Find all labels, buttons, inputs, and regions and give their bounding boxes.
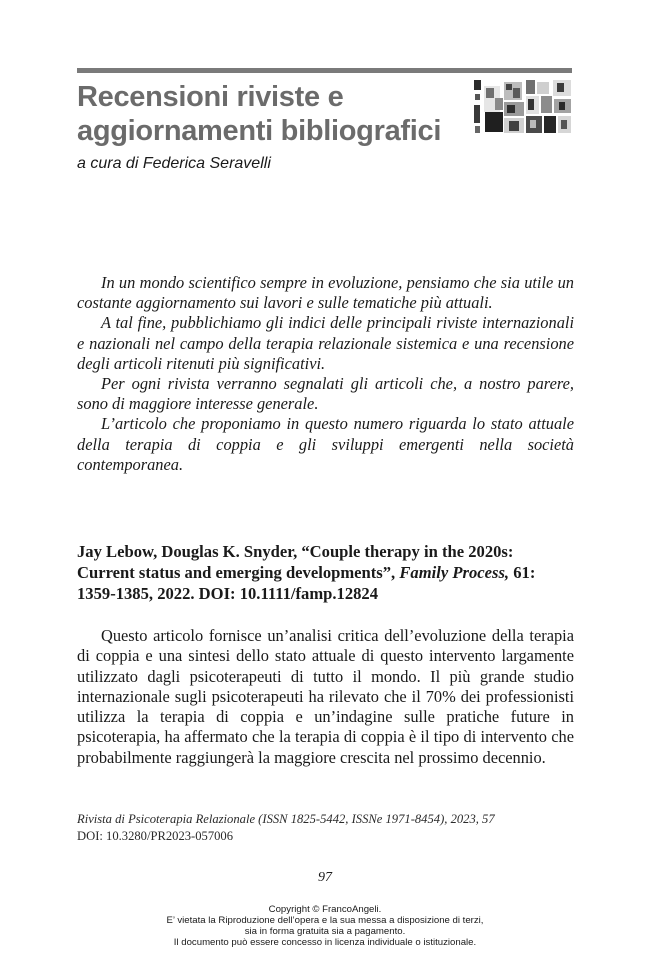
intro-paragraph: Per ogni rivista verranno segnalati gli articoli che, a nostro parere, sono di maggiore interesse generale.: [77, 374, 574, 414]
review-body: Questo articolo fornisce un’analisi critica dell’evoluzione della terapia di coppia e una sintesi dello stato attuale di questo intervento largamente utilizzato dagli psicoterapeuti di tutto il mondo. Il più grande studio internazionale sugli psicoterapeuti ha rilevato che il 70% dei professionisti utilizza la terapia di coppia e un’indagine sulle pratiche future in psicoterapia, ha affermato che la terapia di coppia è il tipo di intervento che probabilmente raggiungerà la maggiore crescita nel prossimo decennio.: [77, 626, 574, 767]
copyright-line: Il documento può essere concesso in licenza individuale o istituzionale.: [173, 937, 477, 948]
intro-paragraph: L’articolo che proponiamo in questo numero riguarda lo stato attuale della terapia di coppia e gli sviluppi emergenti nella società contemporanea.: [77, 414, 574, 474]
reference-journal: Family Process,: [399, 563, 510, 582]
title-line-2: aggiornamenti bibliografici: [77, 115, 442, 147]
copyright-line: Copyright © FrancoAngeli.: [268, 904, 382, 915]
intro-section: [77, 273, 574, 475]
editor-credit: a cura di Federica Seravelli: [77, 155, 271, 172]
journal-citation: [77, 811, 577, 845]
header-collage-image: [473, 78, 572, 134]
intro-paragraph: A tal fine, pubblichiamo gli indici delle principali riviste internazionali e nazionali nel campo della terapia relazionale sistemica e una recensione degli articoli ritenuti più significativi.: [77, 313, 574, 373]
citation-journal-line: Rivista di Psicoterapia Relazionale (ISSN 1825-5442, ISSNe 1971-8454), 2023, 57: [77, 812, 495, 826]
header-rule: [77, 68, 572, 73]
section-title: [77, 80, 457, 148]
copyright-line: sia in forma gratuita sia a pagamento.: [244, 926, 406, 937]
intro-paragraph: In un mondo scientifico sempre in evoluzione, pensiamo che sia utile un costante aggiornamento sui lavori e sulle tematiche più attuali.: [77, 273, 574, 313]
copyright-notice: [0, 904, 650, 948]
title-line-1: Recensioni riviste e: [77, 81, 344, 113]
reference-details: 61: 1359-1385, 2022. DOI: 10.1111/famp.12824: [77, 563, 536, 603]
page-number: 97: [318, 870, 332, 885]
citation-doi: DOI: 10.3280/PR2023-057006: [77, 829, 234, 843]
copyright-line: E’ vietata la Riproduzione dell’opera e la sua messa a disposizione di terzi,: [166, 915, 484, 926]
article-reference: [77, 541, 574, 604]
reference-authors-title: Jay Lebow, Douglas K. Snyder, “Couple therapy in the 2020s: Current status and emerging developments”,: [77, 542, 514, 582]
